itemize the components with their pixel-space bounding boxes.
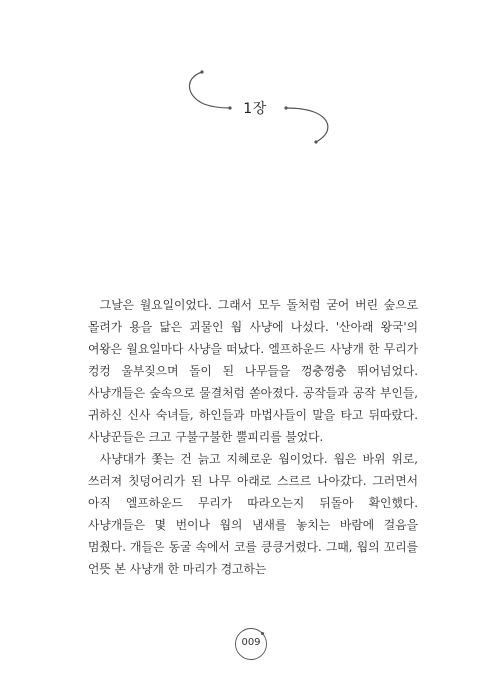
left-swirl-dot <box>200 70 203 73</box>
page-number-badge <box>233 626 269 662</box>
paragraph: 사냥대가 쫓는 건 늙고 지혜로운 웜이었다. 웜은 바위 위로, 쓰러져 칫덩어리가 된 나무 아래로 스르르 나아갔다. 그러면서 아직 엘프하운드 무리가 따라오는지 뒤돌아 확인했다. 사냥개들은 몇 번이나 웜의 냄새를 놓치는 바람에 걸음을 멈췄다. 개들은 동굴 속에서 코를 킁킁거렸다. 그때, 웜의 꼬리를 언뜻 본 사냥개 한 마리가 경고하는 <box>88 452 418 576</box>
right-swirl-dot <box>314 140 317 143</box>
chapter-title: 1장 <box>243 101 267 117</box>
body-text <box>88 294 418 580</box>
right-arrow-dot <box>284 106 287 109</box>
page-number-ring-dot <box>261 632 264 635</box>
left-swirl-line <box>189 72 230 108</box>
paragraph: 그날은 월요일이었다. 그래서 모두 돌처럼 굳어 버린 숲으로 몰려가 용을 닮은 괴물인 웜 사냥에 나섰다. '산아래 왕국'의 여왕은 월요일마다 사냥을 떠났다. 엘프하운드 사냥개 한 무리가 컹컹 울부짖으며 돌이 된 나무들을 껑충껑충 뛰어넘었다. 사냥개들은 숲속으로 물결처럼 쏟아졌다. 공작들과 공작 부인들, 귀하신 신사 숙녀들, 하인들과 마법사들이 말을 타고 뒤따랐다. 사냥꾼들은 크고 구불구불한 뿔피리를 불었다. <box>88 298 418 444</box>
right-swirl-line <box>286 108 328 142</box>
page-number: 009 <box>241 637 261 648</box>
